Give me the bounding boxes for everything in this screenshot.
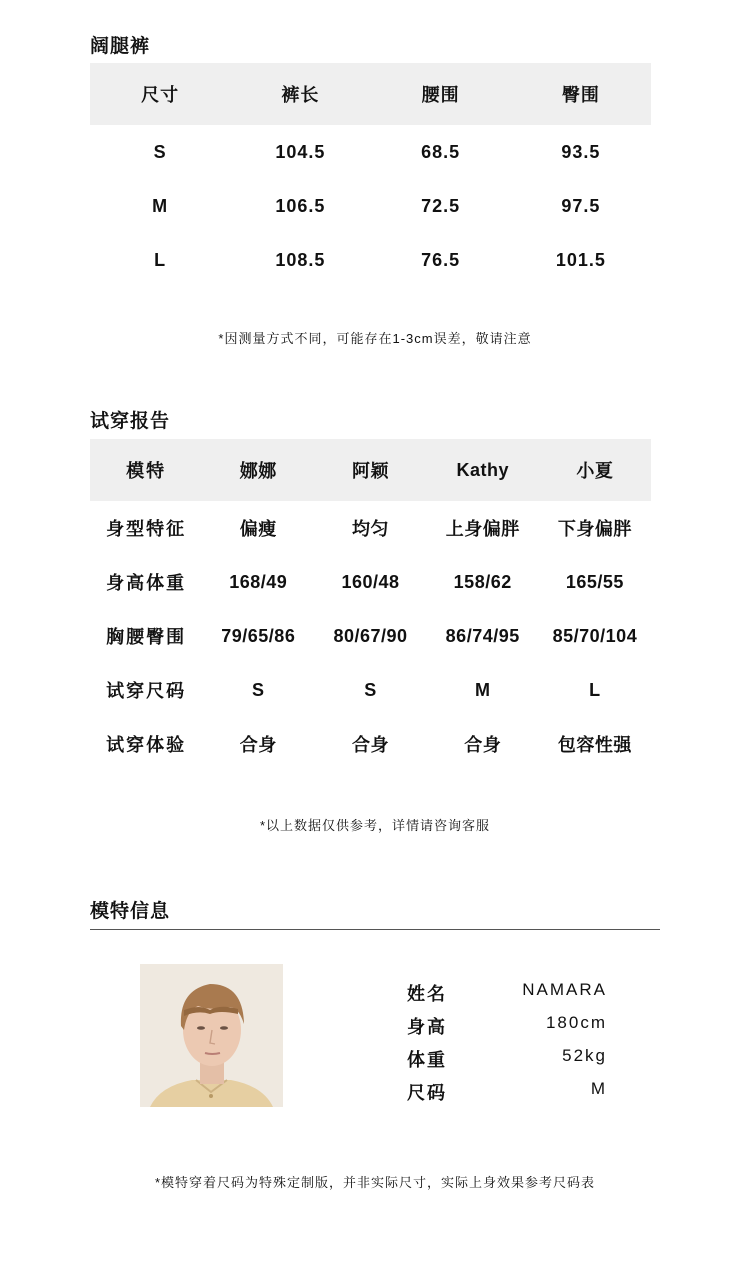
- value-cell: 合身: [464, 735, 502, 755]
- table-row: [90, 555, 651, 609]
- table-row: [90, 501, 651, 555]
- field-value: 52kg: [562, 1046, 607, 1065]
- tryon-title: 试穿报告: [90, 411, 171, 432]
- value-cell: M: [474, 679, 491, 700]
- size-table-title: 阔腿裤: [90, 36, 151, 57]
- value-cell: 158/62: [453, 571, 512, 592]
- table-row: [90, 179, 651, 233]
- model-field-name: [407, 980, 607, 1006]
- value-cell: 合身: [352, 735, 389, 755]
- row-label: 身高体重: [106, 573, 187, 593]
- header-cell: 娜娜: [239, 461, 277, 481]
- model-note: *模特穿着尺码为特殊定制版，并非实际尺寸，实际上身效果参考尺码表: [154, 1175, 596, 1190]
- header-cell: 小夏: [576, 461, 614, 481]
- header-cell: Kathy: [456, 459, 509, 480]
- value-cell: 86/74/95: [445, 625, 520, 646]
- model-field-size: [407, 1079, 607, 1105]
- field-value: NAMARA: [522, 980, 607, 999]
- value-cell: 165/55: [565, 571, 624, 592]
- table-row: [90, 233, 651, 287]
- table-row: [90, 609, 651, 663]
- section-divider: [90, 929, 660, 930]
- value-cell: 160/48: [341, 571, 400, 592]
- model-photo: [140, 964, 283, 1107]
- value-cell: 97.5: [561, 195, 601, 216]
- header-cell: 尺寸: [141, 85, 180, 105]
- value-cell: 85/70/104: [552, 625, 638, 646]
- value-cell: 93.5: [561, 141, 601, 162]
- table-row: [90, 663, 651, 717]
- model-field-weight: [407, 1046, 607, 1072]
- model-field-height: [407, 1013, 607, 1039]
- value-cell: 76.5: [421, 249, 461, 270]
- row-label: 试穿尺码: [106, 681, 187, 701]
- tryon-note: *以上数据仅供参考，详情请咨询客服: [259, 818, 491, 833]
- row-label: 身型特征: [106, 519, 187, 539]
- field-label: 尺码: [407, 1083, 447, 1103]
- value-cell: S: [252, 679, 265, 700]
- header-cell: 臀围: [561, 85, 600, 105]
- row-label: 胸腰臀围: [106, 627, 187, 647]
- value-cell: S: [364, 679, 377, 700]
- value-cell: 80/67/90: [333, 625, 408, 646]
- header-cell: 裤长: [281, 85, 320, 105]
- header-cell: 腰围: [421, 85, 460, 105]
- field-label: 身高: [407, 1017, 447, 1037]
- value-cell: 偏瘦: [239, 519, 277, 539]
- row-label: 试穿体验: [106, 735, 187, 755]
- header-cell: 模特: [126, 461, 167, 481]
- table-row: [90, 717, 651, 771]
- value-cell: 104.5: [275, 141, 326, 162]
- value-cell: L: [589, 679, 601, 700]
- model-info-title: 模特信息: [90, 901, 171, 922]
- header-cell: 阿颖: [352, 461, 389, 481]
- size-table-note: *因测量方式不同，可能存在1-3cm误差，敬请注意: [218, 331, 532, 346]
- value-cell: 均匀: [352, 519, 389, 539]
- value-cell: 106.5: [275, 195, 326, 216]
- value-cell: 包容性强: [557, 735, 632, 755]
- size-table-header: [90, 63, 651, 125]
- field-value: M: [590, 1079, 607, 1098]
- value-cell: 168/49: [229, 571, 288, 592]
- value-cell: 72.5: [421, 195, 461, 216]
- tryon-table-header: [90, 439, 651, 501]
- size-cell: L: [154, 249, 167, 270]
- field-value: 180cm: [545, 1013, 607, 1032]
- size-table: [90, 63, 651, 287]
- value-cell: 下身偏胖: [557, 519, 632, 539]
- field-label: 姓名: [407, 984, 447, 1004]
- table-row: [90, 125, 651, 179]
- value-cell: 79/65/86: [221, 625, 296, 646]
- value-cell: 上身偏胖: [445, 519, 520, 539]
- tryon-table: [90, 439, 651, 771]
- size-cell: S: [153, 141, 167, 162]
- field-label: 体重: [407, 1050, 447, 1070]
- value-cell: 68.5: [421, 141, 461, 162]
- value-cell: 108.5: [275, 249, 326, 270]
- model-portrait-image: [140, 964, 283, 1107]
- size-cell: M: [152, 195, 169, 216]
- value-cell: 合身: [239, 735, 277, 755]
- value-cell: 101.5: [555, 249, 606, 270]
